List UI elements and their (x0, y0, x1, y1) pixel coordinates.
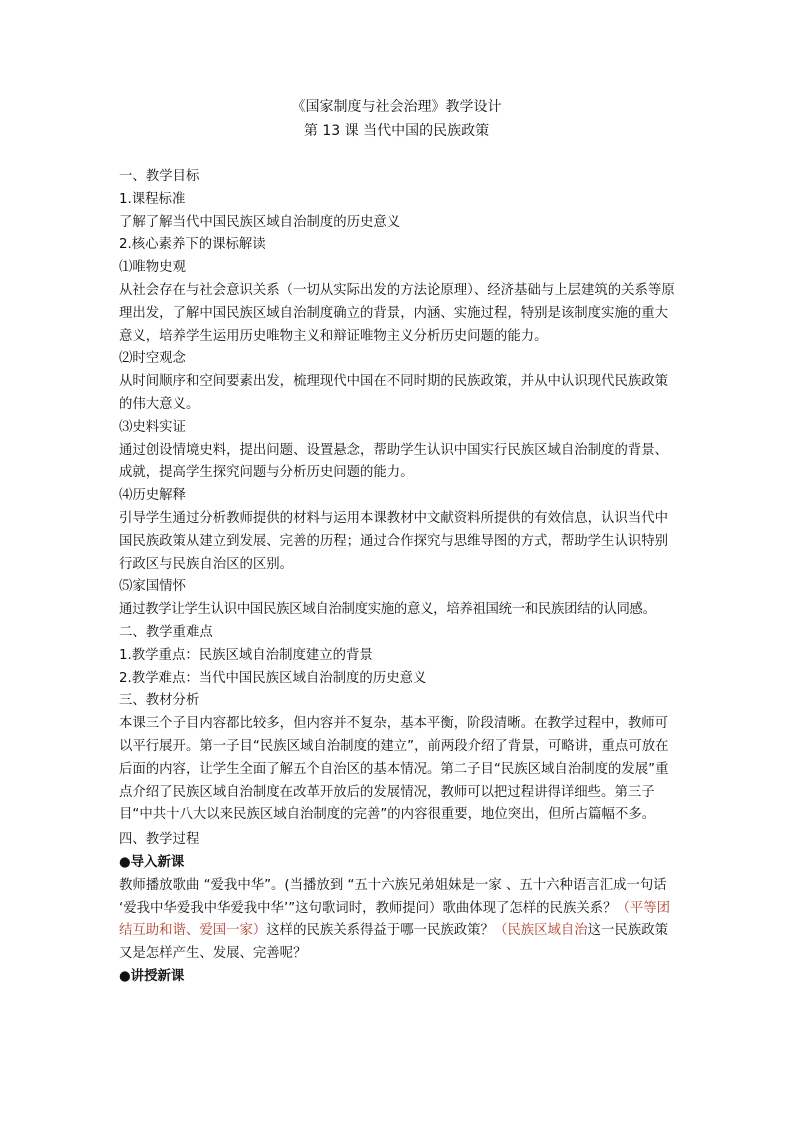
curriculum-standard-text: 了解了解当代中国民族区域自治制度的历史意义 (119, 214, 401, 230)
intro-text-a: 教师播放歌曲 “爱我中华”。(当播放到 “五十六族兄弟姐妹是一家 、五十六种语言汇成一句话 ‘爱我中华爱我中华爱我中华’”这句歌词时，教师提问）歌曲体现了怎样的民族关系？ (119, 877, 667, 916)
intro-text-b: 这样的民族关系得益于哪一民族政策？ (266, 923, 494, 939)
document-body (119, 166, 679, 989)
curriculum-standard-label: 1.课程标准 (119, 191, 186, 207)
literacy-item-text: 通过创设情境史料，提出问题、设置悬念，帮助学生认识中国实行民族区域自治制度的背景、成就，提高学生探究问题与分析历史问题的能力。 (119, 442, 669, 481)
difficult-point-text: 2.教学难点：当代中国民族区域自治制度的历史意义 (119, 670, 427, 686)
section-heading-key-points: 二、教学重难点 (119, 624, 213, 640)
literacy-item-label: ⑷历史解释 (119, 488, 186, 504)
literacy-item-text: 从时间顺序和空间要素出发，梳理现代中国在不同时期的民族政策，并从中认识现代民族政策的伟大意义。 (119, 374, 669, 412)
literacy-item-label: ⑶史料实证 (119, 419, 186, 435)
section-heading-textbook-analysis: 三、教材分析 (119, 693, 200, 709)
document-title: 《国家制度与社会治理》教学设计 (291, 99, 502, 115)
literacy-item-label: ⑵时空观念 (119, 351, 186, 367)
literacy-item-text: 从社会存在与社会意识关系（一切从实际出发的方法论原理）、经济基础与上层建筑的关系等原理出发，了解中国民族区域自治制度确立的背景，内涵、实施过程，特别是该制度实施的重大意义，培养学生运用历史唯物主义和辩证唯物主义分析历史问题的能力。 (119, 282, 675, 344)
core-literacy-label: 2.核心素养下的课标解读 (119, 237, 266, 253)
textbook-analysis-text: 本课三个子目内容都比较多，但内容并不复杂，基本平衡，阶段清晰。在教学过程中，教师可以平行展开。第一子目“民族区域自治制度的建立”，前两段介绍了背景，可略讲，重点可放在后面的内容，让学生全面了解五个自治区的基本情况。第二子目“民族区域自治制度的发展”重点介绍了民族区域自治制度在改革开放后的发展情况，教师可以把过程讲得详细些。第三子目“中共十八大以来民族区域自治制度的完善”的内容很重要，地位突出，但所占篇幅不多。 (119, 716, 669, 823)
key-point-text: 1.教学重点：民族区域自治制度建立的背景 (119, 647, 373, 663)
literacy-item-text: 通过教学让学生认识中国民族区域自治制度实施的意义，培养祖国统一和民族团结的认同感。 (119, 602, 656, 618)
intro-paragraph (119, 875, 679, 966)
intro-answer-1: （平等团结互助和谐、爱国一家） (119, 900, 671, 939)
section-heading-process: 四、教学过程 (119, 832, 200, 848)
literacy-item-text: 引导学生通过分析教师提供的材料与运用本课教材中文献资料所提供的有效信息，认识当代中国民族政策从建立到发展、完善的历程；通过合作探究与思维导图的方式，帮助学生认识特别行政区与民族自治区的区别。 (119, 510, 669, 572)
intro-text-c: 这一民族政策又是怎样产生、发展、完善呢？ (119, 923, 669, 962)
document-subtitle: 第 13 课 当代中国的民族政策 (303, 123, 490, 139)
literacy-item-label: ⑴唯物史观 (119, 260, 186, 276)
literacy-item-label: ⑸家国情怀 (119, 579, 186, 595)
lecture-label: ●讲授新课 (119, 968, 185, 984)
intro-lesson-label: ●导入新课 (119, 854, 185, 870)
section-heading-objectives: 一、教学目标 (119, 169, 200, 184)
intro-answer-2: （民族区域自治 (493, 923, 588, 939)
